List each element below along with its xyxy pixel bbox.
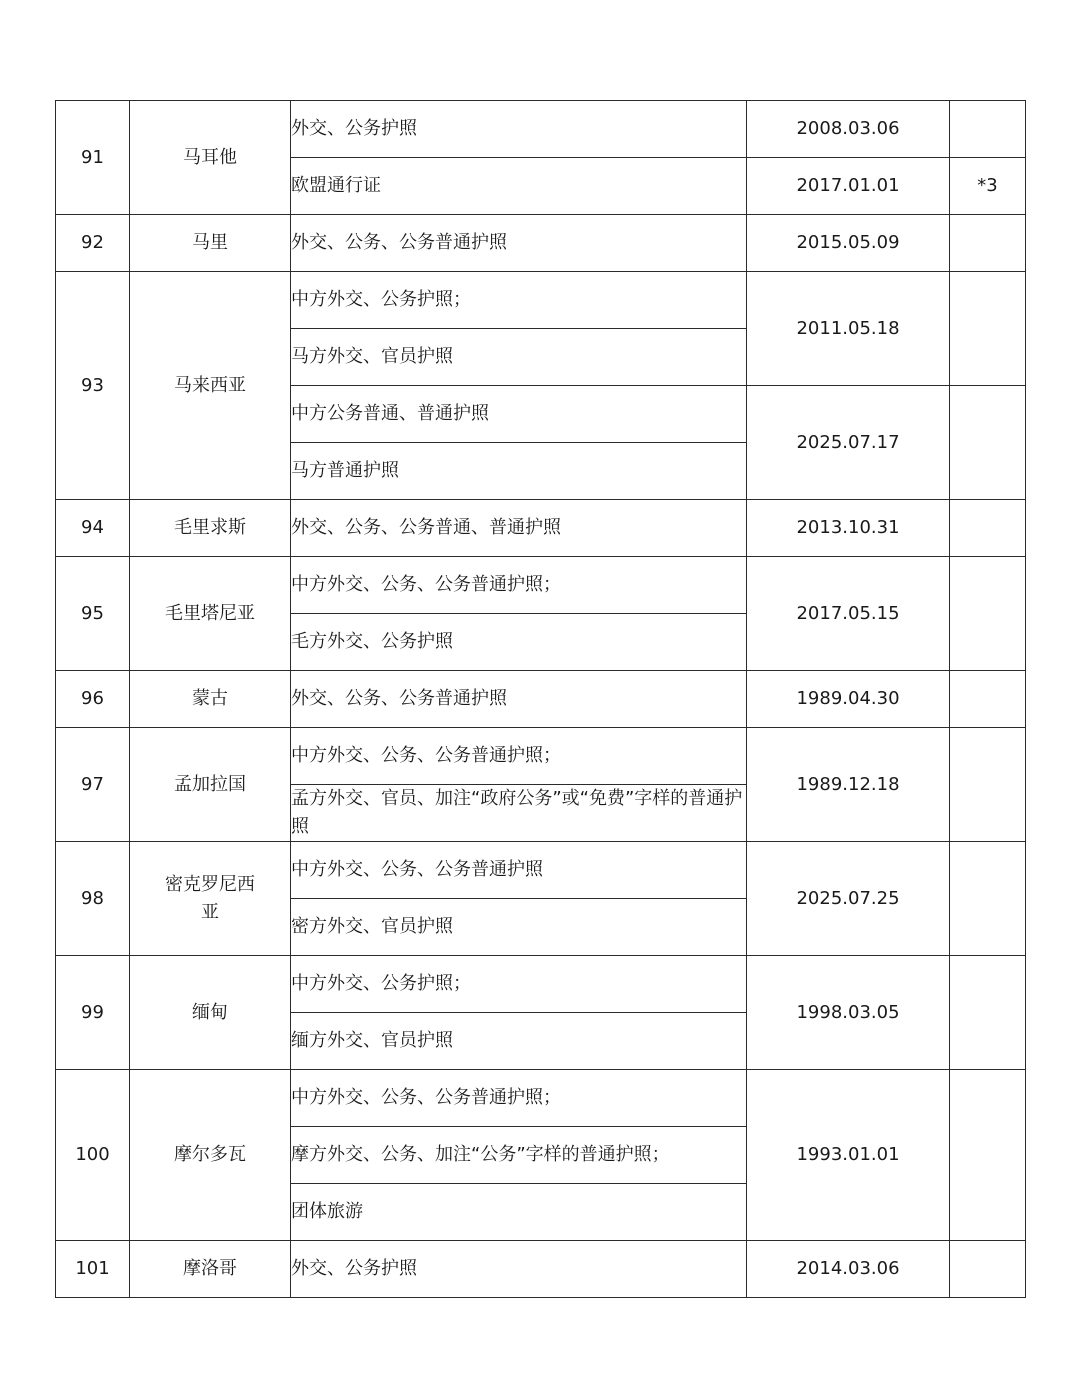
row-number: 94 — [56, 500, 130, 557]
country-name: 摩尔多瓦 — [130, 1070, 291, 1241]
effective-date: 2015.05.09 — [747, 215, 950, 272]
passport-type: 中方外交、公务护照； — [291, 956, 747, 1013]
row-number: 98 — [56, 842, 130, 956]
passport-type: 中方外交、公务、公务普通护照； — [291, 728, 747, 785]
table-row — [56, 215, 1026, 272]
country-name: 毛里求斯 — [130, 500, 291, 557]
remark — [950, 101, 1026, 158]
row-number: 99 — [56, 956, 130, 1070]
effective-date: 2011.05.18 — [747, 272, 950, 386]
table-row — [56, 500, 1026, 557]
table-row — [56, 557, 1026, 614]
passport-type: 中方外交、公务、公务普通护照； — [291, 1070, 747, 1127]
country-name: 马耳他 — [130, 101, 291, 215]
effective-date: 2025.07.25 — [747, 842, 950, 956]
effective-date: 2025.07.17 — [747, 386, 950, 500]
passport-type: 中方公务普通、普通护照 — [291, 386, 747, 443]
passport-type: 外交、公务护照 — [291, 101, 747, 158]
remark — [950, 272, 1026, 386]
passport-type: 中方外交、公务、公务普通护照； — [291, 557, 747, 614]
table-row — [56, 956, 1026, 1013]
passport-type: 欧盟通行证 — [291, 158, 747, 215]
effective-date: 1993.01.01 — [747, 1070, 950, 1241]
remark — [950, 842, 1026, 956]
remark: *3 — [950, 158, 1026, 215]
effective-date: 1998.03.05 — [747, 956, 950, 1070]
effective-date: 2013.10.31 — [747, 500, 950, 557]
passport-type: 密方外交、官员护照 — [291, 899, 747, 956]
visa-exemption-table — [55, 100, 1026, 1298]
remark — [950, 500, 1026, 557]
row-number: 95 — [56, 557, 130, 671]
remark — [950, 1241, 1026, 1298]
remark — [950, 557, 1026, 671]
remark — [950, 386, 1026, 500]
row-number: 96 — [56, 671, 130, 728]
row-number: 101 — [56, 1241, 130, 1298]
passport-type: 外交、公务、公务普通护照 — [291, 671, 747, 728]
remark — [950, 1070, 1026, 1241]
country-name: 孟加拉国 — [130, 728, 291, 842]
remark — [950, 956, 1026, 1070]
passport-type: 马方普通护照 — [291, 443, 747, 500]
remark — [950, 728, 1026, 842]
table-row — [56, 671, 1026, 728]
row-number: 91 — [56, 101, 130, 215]
passport-type: 外交、公务护照 — [291, 1241, 747, 1298]
country-name: 摩洛哥 — [130, 1241, 291, 1298]
country-name: 马里 — [130, 215, 291, 272]
passport-type: 马方外交、官员护照 — [291, 329, 747, 386]
passport-type: 外交、公务、公务普通、普通护照 — [291, 500, 747, 557]
table-row — [56, 1241, 1026, 1298]
country-name: 毛里塔尼亚 — [130, 557, 291, 671]
country-name: 马来西亚 — [130, 272, 291, 500]
passport-type: 中方外交、公务护照； — [291, 272, 747, 329]
passport-type: 摩方外交、公务、加注“公务”字样的普通护照； — [291, 1127, 747, 1184]
row-number: 100 — [56, 1070, 130, 1241]
passport-type: 外交、公务、公务普通护照 — [291, 215, 747, 272]
passport-type: 缅方外交、官员护照 — [291, 1013, 747, 1070]
table-row — [56, 1070, 1026, 1127]
table-row — [56, 842, 1026, 899]
remark — [950, 215, 1026, 272]
country-name: 蒙古 — [130, 671, 291, 728]
effective-date: 2008.03.06 — [747, 101, 950, 158]
effective-date: 2017.05.15 — [747, 557, 950, 671]
passport-type: 团体旅游 — [291, 1184, 747, 1241]
effective-date: 2017.01.01 — [747, 158, 950, 215]
table-row — [56, 101, 1026, 158]
passport-type: 孟方外交、官员、加注“政府公务”或“免费”字样的普通护照 — [291, 785, 747, 842]
effective-date: 2014.03.06 — [747, 1241, 950, 1298]
table-row — [56, 728, 1026, 785]
effective-date: 1989.04.30 — [747, 671, 950, 728]
row-number: 93 — [56, 272, 130, 500]
passport-type: 毛方外交、公务护照 — [291, 614, 747, 671]
row-number: 92 — [56, 215, 130, 272]
remark — [950, 671, 1026, 728]
country-name: 缅甸 — [130, 956, 291, 1070]
passport-type: 中方外交、公务、公务普通护照 — [291, 842, 747, 899]
row-number: 97 — [56, 728, 130, 842]
table-row — [56, 272, 1026, 329]
effective-date: 1989.12.18 — [747, 728, 950, 842]
country-name: 密克罗尼西亚 — [130, 842, 291, 956]
